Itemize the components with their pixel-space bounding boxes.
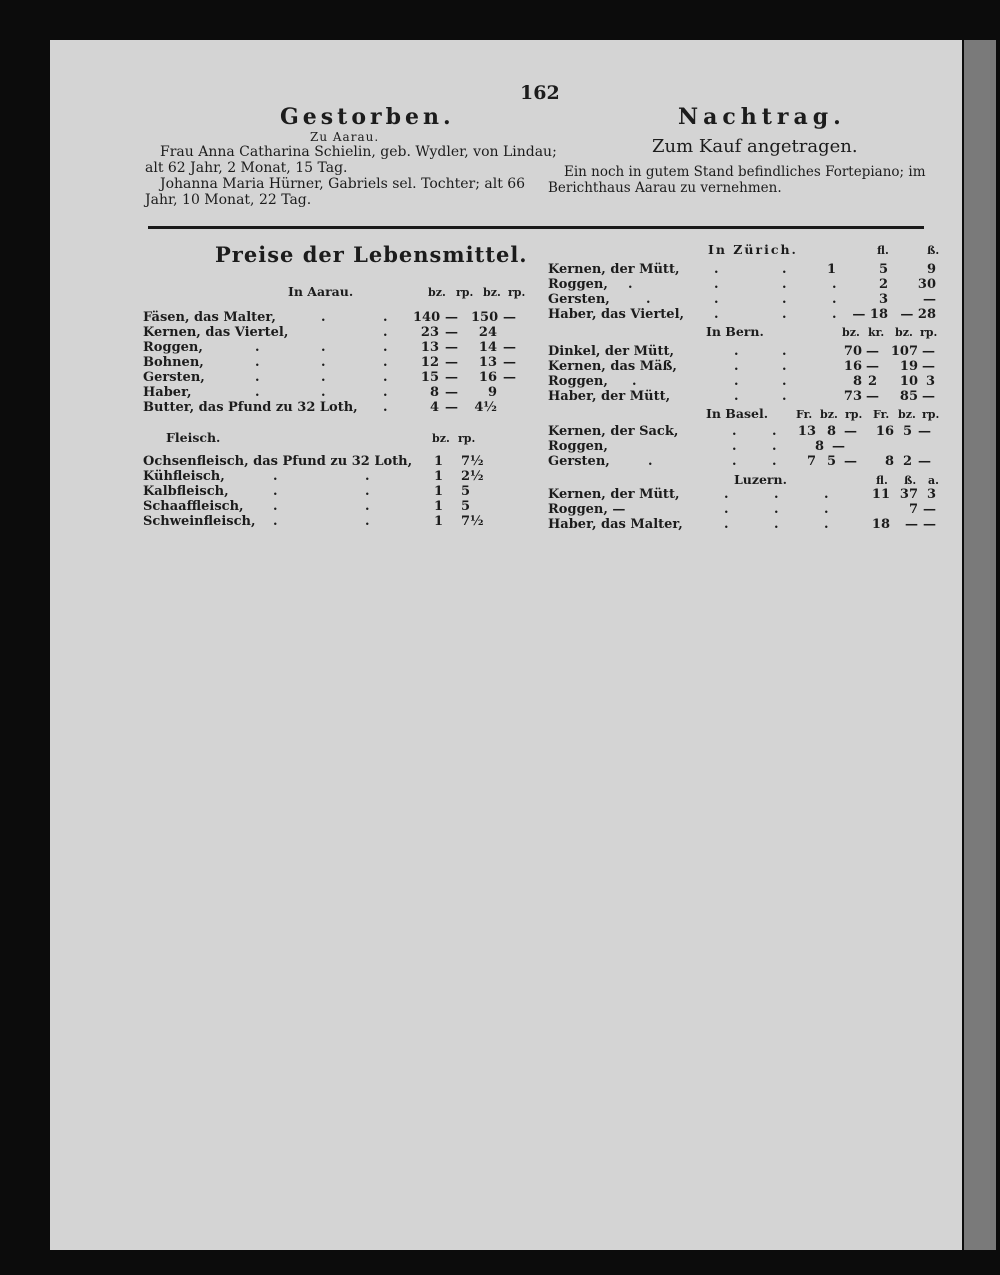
table-row: Roggen, . . . 13 — 14 — (143, 340, 516, 355)
cell: 8 (429, 385, 439, 400)
basel-heading: In Basel. (706, 406, 769, 421)
table-row: Kernen, der Mütt, . . . 11 37 3 (548, 487, 936, 502)
cell: 7½ (461, 454, 484, 469)
table-row: Haber, . . . 8 — 9 (143, 385, 497, 400)
cell: 10 (899, 374, 918, 389)
row-label: Gersten, (548, 292, 610, 307)
table-row: Gersten, . . . 15 — 16 — (143, 370, 516, 385)
cell: 14 (478, 340, 497, 355)
table-row: Roggen, . . . . 2 30 (548, 277, 936, 292)
cell: — (844, 424, 857, 439)
row-label: Gersten, (548, 454, 610, 469)
cell: 1 (433, 469, 443, 484)
cell: 11 (871, 487, 890, 502)
col-header: Fr. (873, 408, 890, 421)
cell: 3 (926, 487, 936, 502)
cell: — (866, 389, 879, 404)
col-header: kr. (868, 326, 885, 339)
bern-heading: In Bern. (706, 324, 764, 339)
cell: 85 (899, 389, 918, 404)
table-row: Haber, der Mütt, . . 73 — 85 — (548, 389, 935, 404)
cell: — 18 (852, 307, 888, 322)
table-row: Haber, das Malter, . . . 18 — — (548, 517, 936, 532)
table-row: Kernen, das Viertel, . 23 — 24 (143, 325, 497, 340)
col-header: ß. (927, 244, 940, 257)
cell: 9 (487, 385, 497, 400)
cell: — (503, 370, 516, 385)
cell: 1 (433, 454, 443, 469)
cell: — (445, 340, 458, 355)
table-row: Dinkel, der Mütt, . . 70 — 107 — (548, 344, 935, 359)
row-label: Roggen, (548, 374, 608, 389)
gestorben-text (145, 144, 557, 208)
cell: — (445, 370, 458, 385)
cell: 8 (884, 454, 894, 469)
col-header: rp. (922, 408, 940, 421)
cell: 3 (926, 374, 936, 389)
cell: 37 (899, 487, 918, 502)
text-line: Ein noch in gutem Stand befindliches Fortepiano; im (564, 164, 926, 180)
cell: 9 (926, 262, 936, 277)
table-row (143, 454, 533, 470)
text-line: alt 62 Jahr, 2 Monat, 15 Tag. (145, 160, 348, 176)
row-label: Ochsenfleisch, das Pfund zu 32 Loth, (143, 454, 413, 469)
text-line: Jahr, 10 Monat, 22 Tag. (145, 192, 312, 208)
cell: 2 (902, 454, 912, 469)
cell: 16 (843, 359, 862, 374)
divider-rule (148, 226, 924, 229)
row-label: Kernen, der Mütt, (548, 262, 680, 277)
row-label: Haber, der Mütt, (548, 389, 671, 404)
cell: — 28 (900, 307, 936, 322)
nachtrag-heading: Nachtrag. (678, 104, 846, 130)
col-header: bz. (483, 286, 501, 299)
table-row: Roggen, . . 8 — (548, 439, 845, 454)
preise-heading: Preise der Lebensmittel. (215, 242, 528, 267)
nachtrag-subtitle: Zum Kauf angetragen. (652, 136, 858, 157)
cell: 2 (878, 277, 888, 292)
cell: 4½ (474, 400, 497, 415)
table-row: Bohnen, . . . 12 — 13 — (143, 355, 516, 370)
col-header: rp. (845, 408, 863, 421)
col-header: bz. (432, 432, 450, 445)
col-header: bz. (428, 286, 446, 299)
table-row: Kühfleisch, . . 1 2½ (143, 469, 484, 484)
cell: 1 (433, 499, 443, 514)
cell: — (445, 355, 458, 370)
row-label: Bohnen, (143, 355, 204, 370)
text-line: Frau Anna Catharina Schielin, geb. Wydler, von Lindau; (160, 144, 557, 160)
cell: — (445, 325, 458, 340)
fleisch-heading: Fleisch. (166, 430, 221, 445)
col-header: rp. (458, 432, 476, 445)
cell: — (445, 400, 458, 415)
page-number: 162 (520, 82, 560, 104)
cell: 30 (917, 277, 936, 292)
luzern-heading: Luzern. (734, 472, 787, 487)
cell: 2½ (461, 469, 484, 484)
table-row: Butter, das Pfund zu 32 Loth, . 4 — 4½ (143, 400, 497, 415)
table-row: Gersten, . . . 7 5 — 8 2 — (548, 454, 931, 469)
cell: 12 (420, 355, 439, 370)
cell: — (445, 385, 458, 400)
cell: — (503, 340, 516, 355)
row-label: Haber, das Viertel, (548, 307, 685, 322)
col-header: bz. (842, 326, 860, 339)
cell: 1 (433, 514, 443, 529)
nachtrag-text (548, 164, 948, 196)
cell: 70 (843, 344, 862, 359)
table-row: Roggen, — . . . 7 — (548, 502, 936, 517)
cell: 7 (806, 454, 816, 469)
table-row: Kalbfleisch, . . 1 5 (143, 484, 471, 499)
cell: 8 (814, 439, 824, 454)
row-label: Roggen, (143, 340, 203, 355)
cell: 19 (899, 359, 918, 374)
zuerich-heading: In Zürich. (708, 242, 798, 257)
aarau-heading: In Aarau. (288, 284, 354, 299)
cell: — (923, 517, 936, 532)
row-label: Haber, das Malter, (548, 517, 683, 532)
row-label: Kernen, das Mäß, (548, 359, 677, 374)
cell: 4 (429, 400, 439, 415)
cell: 18 (871, 517, 890, 532)
table-row: Kernen, der Mütt, . . 1 5 9 (548, 262, 936, 277)
row-label: Butter, das Pfund zu 32 Loth, (143, 400, 358, 415)
cell: — (922, 359, 935, 374)
cell: — (503, 355, 516, 370)
cell: 5 (826, 454, 836, 469)
row-label: Gersten, (143, 370, 205, 385)
cell: 1 (433, 484, 443, 499)
gestorben-place: Zu Aarau. (310, 130, 380, 144)
col-header: ß. (904, 474, 917, 487)
cell: — (922, 389, 935, 404)
cell: 73 (843, 389, 862, 404)
cell: — (844, 454, 857, 469)
col-header: bz. (820, 408, 838, 421)
cell: 7½ (461, 514, 484, 529)
cell: — (832, 439, 845, 454)
cell: — (918, 424, 931, 439)
table-row: Schweinfleisch, . . 1 7½ (143, 514, 484, 529)
col-header: rp. (920, 326, 938, 339)
col-header: bz. (898, 408, 916, 421)
cell: 5 (878, 262, 888, 277)
cell: — (445, 310, 458, 325)
cell: 140 (413, 310, 441, 325)
cell: — (918, 454, 931, 469)
row-label: Kernen, das Viertel, (143, 325, 289, 340)
cell: 107 (890, 344, 918, 359)
row-label: Haber, (143, 385, 192, 400)
row-label: Kernen, der Mütt, (548, 487, 680, 502)
cell: — (905, 517, 918, 532)
cell: 3 (878, 292, 888, 307)
cell: 13 (478, 355, 497, 370)
row-label: Fäsen, das Malter, (143, 310, 276, 325)
row-label: Roggen, (548, 277, 608, 292)
cell: — (923, 292, 936, 307)
cell: 5 (902, 424, 912, 439)
text-line: Berichthaus Aarau zu vernehmen. (548, 180, 782, 196)
cell: 13 (797, 424, 816, 439)
col-header: rp. (508, 286, 526, 299)
table-row: Kernen, der Sack, . . 13 8 — 16 5 — (548, 424, 931, 439)
table-row: Haber, das Viertel, . . . — 18 — 28 (548, 307, 936, 322)
col-header: bz. (895, 326, 913, 339)
row-label: Roggen, — (548, 502, 626, 517)
row-label: Kühfleisch, (143, 469, 225, 484)
cell: — (923, 502, 936, 517)
cell: 5 (461, 484, 471, 499)
col-header: fl. (876, 474, 888, 487)
table-row: Gersten, . . . . 3 — (548, 292, 936, 307)
cell: 24 (478, 325, 497, 340)
col-header: Fr. (796, 408, 813, 421)
cell: — (866, 359, 879, 374)
text-line: Johanna Maria Hürner, Gabriels sel. Tochter; alt 66 (160, 176, 526, 192)
cell: 7 (908, 502, 918, 517)
cell: — (866, 344, 879, 359)
cell: 16 (875, 424, 894, 439)
table-row: Schaaffleisch, . . 1 5 (143, 499, 471, 514)
cell: 5 (461, 499, 471, 514)
row-label: Roggen, (548, 439, 608, 454)
table-row: Kernen, das Mäß, . . 16 — 19 — (548, 359, 935, 374)
row-label: Dinkel, der Mütt, (548, 344, 675, 359)
gestorben-heading: Gestorben. (280, 104, 455, 130)
cell: 8 (852, 374, 862, 389)
row-label: Schweinfleisch, (143, 514, 256, 529)
cell: 16 (478, 370, 497, 385)
cell: 150 (471, 310, 499, 325)
cell: 2 (868, 374, 878, 389)
cell: — (503, 310, 516, 325)
next-page-edge (964, 40, 996, 1250)
col-header: a. (928, 474, 939, 487)
cell: 1 (826, 262, 836, 277)
row-label: Kernen, der Sack, (548, 424, 679, 439)
table-row: Roggen, . . . 8 2 10 3 (548, 374, 936, 389)
col-header: fl. (877, 244, 889, 257)
cell: 23 (420, 325, 439, 340)
newspaper-page (50, 40, 962, 1250)
row-label: Schaaffleisch, (143, 499, 244, 514)
row-label: Kalbfleisch, (143, 484, 229, 499)
cell: 8 (826, 424, 836, 439)
cell: — (922, 344, 935, 359)
table-row: Fäsen, das Malter, . . 140 — 150 — (143, 310, 516, 325)
cell: 15 (420, 370, 439, 385)
col-header: rp. (456, 286, 474, 299)
cell: 13 (420, 340, 439, 355)
